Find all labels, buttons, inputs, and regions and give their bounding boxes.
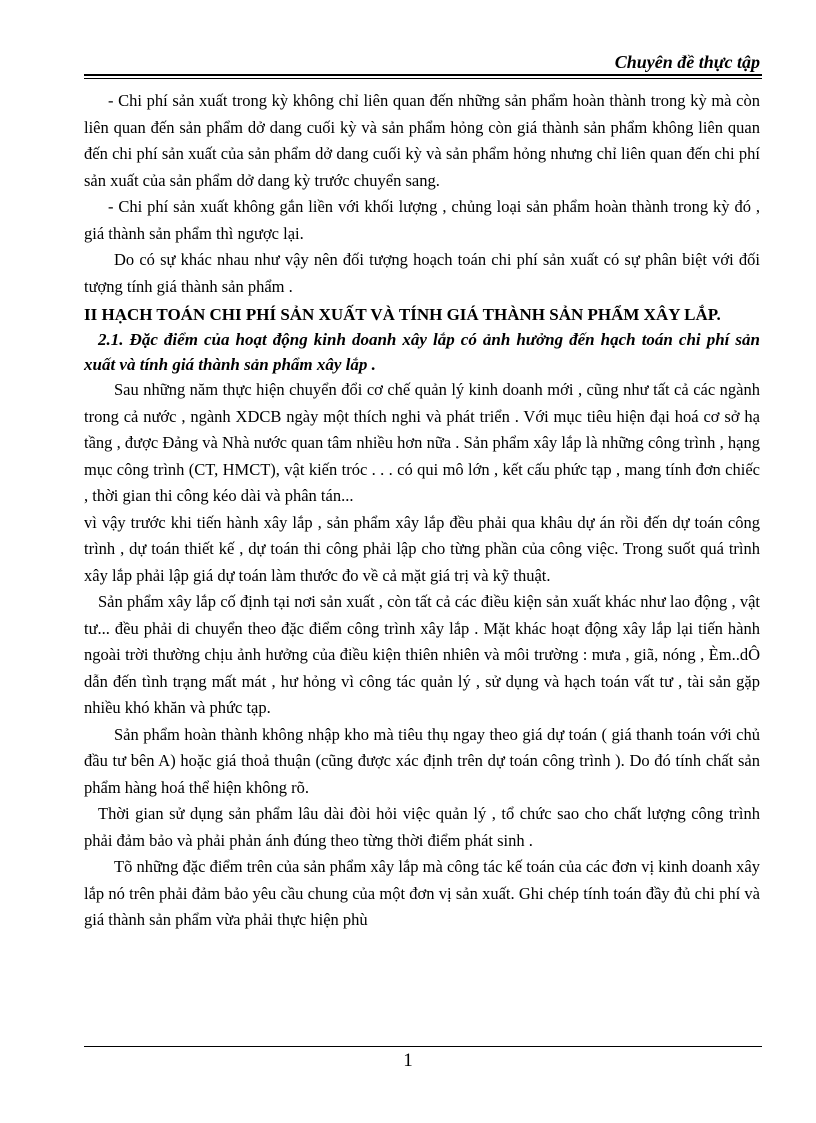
paragraph-4: Sau những năm thực hiện chuyển đổi cơ chế quản lý kinh doanh mới , cũng như tất cả các ngành trong cả nước , ngành XDCB ngày một thích nghi và phát triển . Với mục tiêu hiện đại hoá cơ sở hạ tầng , được Đảng và Nhà nước quan tâm nhiều hơn nữa . Sản phẩm xây lắp là những công trình , hạng mục công trình (CT, HMCT), vật kiến tróc . . . có qui mô lớn , kết cấu phức tạp , mang tính đơn chiếc , thời gian thi công kéo dài và phân tán...: [84, 380, 760, 505]
paragraph-3: Do có sự khác nhau như vậy nên đối tượng hoạch toán chi phí sản xuất có sự phân biệt với đối tượng tính giá thành sản phẩm .: [84, 250, 760, 296]
header-rule: [84, 74, 762, 76]
paragraph-1: - Chi phí sản xuất trong kỳ không chỉ liên quan đến những sản phẩm hoàn thành trong kỳ mà còn liên quan đến sản phẩm dở dang cuối kỳ và sản phẩm hỏng còn giá thành sản phẩm không liên quan đến chi phí sản xuất của sản phẩm dở dang cuối kỳ và sản phẩm hỏng nhưng chỉ liên quan đến chi phí sản xuất của sản phẩm dở dang kỳ trước chuyển sang.: [84, 91, 760, 190]
page-number: 1: [403, 1050, 413, 1071]
document-body: [84, 88, 760, 934]
paragraph-2: - Chi phí sản xuất không gắn liền với khối lượng , chủng loại sản phẩm hoàn thành trong kỳ đó , giá thành sản phẩm thì ngược lại.: [84, 197, 760, 243]
paragraph-9: Tõ những đặc điểm trên của sản phẩm xây lắp mà công tác kế toán của các đơn vị kinh doanh xây lắp nó trên phải đảm bảo yêu cầu chung của một đơn vị sản xuất. Ghi chép tính toán đầy đủ chi phí và giá thành sản phẩm vừa phải thực hiện phù: [84, 857, 760, 929]
paragraph-7: Sản phẩm hoàn thành không nhập kho mà tiêu thụ ngay theo giá dự toán ( giá thanh toán với chủ đầu tư bên A) hoặc giá thoả thuận (cũng được xác định trên dự toán công trình ). Do đó tính chất sản phẩm hàng hoá thể hiện không rõ.: [84, 724, 760, 797]
header-rule-thin: [84, 78, 762, 79]
paragraph-6: Sản phẩm xây lắp cố định tại nơi sản xuất , còn tất cả các điều kiện sản xuất khác như lao động , vật tư... đều phải di chuyển theo đặc điểm công trình xây lắp . Mặt khác hoạt động xây lắp lại tiến hành ngoài trời thường chịu ảnh hưởng của điều kiện thiên nhiên và môi trường : mưa , giã, nóng , Èm..dÔ dẫn đến tình trạng mất mát , hư hỏng vì công tác quản lý , sử dụng và hạch toán vất tư , tài sản gặp nhiều khó khăn và phức tạp.: [84, 592, 760, 717]
footer-rule: [84, 1046, 762, 1047]
section-heading: II HẠCH TOÁN CHI PHÍ SẢN XUẤT VÀ TÍNH GIÁ THÀNH SẢN PHẨM XÂY LẮP.: [84, 305, 721, 324]
header-title: Chuyên đề thực tập: [614, 52, 760, 72]
paragraph-5: vì vậy trước khi tiến hành xây lắp , sản phẩm xây lắp đều phải qua khâu dự án rồi đến dự toán công trình , dự toán thiết kế , dự toán thi công phải lập cho từng phần của công việc. Trong suốt quá trình xây lắp phải lập giá dự toán làm thước đo về cả mặt giá trị và kỹ thuật.: [84, 512, 760, 585]
paragraph-8: Thời gian sử dụng sản phẩm lâu dài đòi hỏi việc quản lý , tổ chức sao cho chất lượng công trình phải đảm bảo và phải phản ánh đúng theo từng thời điểm phát sinh .: [84, 804, 760, 850]
subsection-heading: 2.1. Đặc điểm của hoạt động kinh doanh xây lắp có ảnh hưởng đến hạch toán chi phí sản xuất và tính giá thành sản phẩm xây lắp .: [84, 330, 760, 374]
